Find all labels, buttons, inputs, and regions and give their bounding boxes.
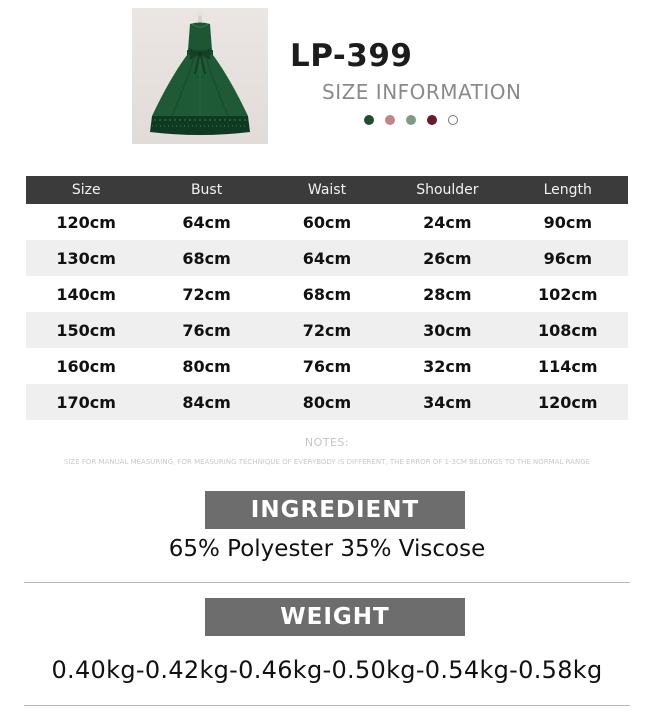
table-cell: 160cm [56, 356, 116, 376]
table-cell: 72cm [267, 312, 387, 348]
column-header-size: Size [26, 176, 146, 204]
size-chart-table [26, 176, 628, 420]
table-cell: 26cm [387, 240, 507, 276]
notes-title: NOTES: [304, 436, 350, 449]
table-cell: 84cm [146, 384, 266, 420]
table-cell: 96cm [508, 240, 628, 276]
table-row [26, 240, 628, 276]
color-swatch[interactable] [406, 115, 416, 125]
product-photo [132, 8, 268, 144]
section-divider [24, 582, 630, 583]
color-swatches [364, 115, 458, 125]
table-cell: 114cm [538, 356, 598, 376]
notes-text: SIZE FOR MANUAL MEASURING, FOR MEASURING TECHNIQUE OF EVERYBODY IS DIFFERENT, THE ERROR OF 1-3CM BELONGS TO THE NORMAL RANGE [63, 458, 591, 466]
table-header-row [26, 176, 628, 204]
column-header-length: Length [508, 176, 628, 204]
weight-text: 0.40kg-0.42kg-0.46kg-0.50kg-0.54kg-0.58kg [51, 656, 603, 684]
table-cell: 170cm [26, 384, 146, 420]
table-cell: 150cm [26, 312, 146, 348]
table-cell: 34cm [387, 384, 507, 420]
column-header-shoulder: Shoulder [387, 176, 507, 204]
table-cell: 72cm [182, 284, 231, 304]
table-cell: 102cm [538, 284, 598, 304]
table-cell: 68cm [302, 284, 352, 304]
table-cell: 76cm [146, 312, 266, 348]
table-row [26, 348, 628, 384]
table-cell: 64cm [267, 240, 387, 276]
color-swatch[interactable] [448, 115, 458, 125]
table-cell: 64cm [182, 212, 231, 232]
table-cell: 80cm [267, 384, 387, 420]
table-row [26, 312, 628, 348]
table-row [26, 204, 628, 240]
table-cell: 130cm [26, 240, 146, 276]
table-cell: 32cm [423, 356, 472, 376]
table-cell: 24cm [423, 212, 472, 232]
table-cell: 28cm [423, 284, 472, 304]
color-swatch[interactable] [364, 115, 374, 125]
table-cell: 108cm [508, 312, 628, 348]
column-header-bust: Bust [146, 176, 266, 204]
table-cell: 60cm [302, 212, 352, 232]
table-row [26, 384, 628, 420]
size-information-title: SIZE INFORMATION [322, 80, 522, 104]
section-divider [24, 705, 630, 706]
color-swatch[interactable] [427, 115, 437, 125]
table-cell: 76cm [302, 356, 352, 376]
table-cell: 30cm [387, 312, 507, 348]
dress-illustration [132, 8, 268, 144]
ingredient-text: 65% Polyester 35% Viscose [168, 536, 486, 562]
column-header-waist: Waist [267, 176, 387, 204]
table-row [26, 276, 628, 312]
table-cell: 80cm [182, 356, 231, 376]
model-code: LP-399 [290, 38, 413, 74]
table-cell: 140cm [56, 284, 116, 304]
table-cell: 68cm [146, 240, 266, 276]
table-cell: 120cm [56, 212, 116, 232]
color-swatch[interactable] [385, 115, 395, 125]
ingredient-banner: INGREDIENT [205, 491, 465, 529]
weight-banner: WEIGHT [205, 598, 465, 636]
table-cell: 90cm [543, 212, 592, 232]
table-cell: 120cm [508, 384, 628, 420]
